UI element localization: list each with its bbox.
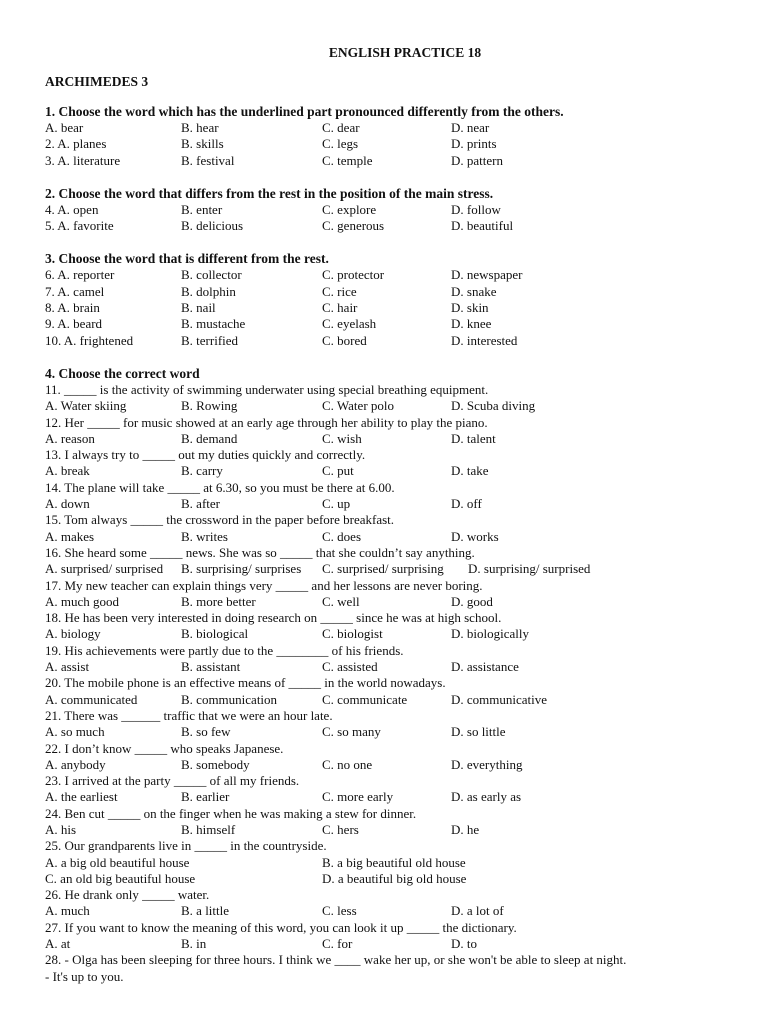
option-d: D. beautiful: [451, 218, 514, 234]
option-c: C. dear: [322, 120, 360, 135]
question-text: 19. His achievements were partly due to the ________ of his friends.: [45, 642, 404, 658]
option-b: B. a little: [181, 903, 230, 919]
question-text: 12. Her _____ for music showed at an early age through her ability to play the piano.: [45, 414, 488, 430]
option-a: A. bear: [45, 120, 84, 135]
option-b: B. nail: [181, 300, 216, 316]
question-row: [45, 136, 735, 152]
option-b: B. dolphin: [181, 283, 236, 299]
option-a: 5. A. favorite: [45, 218, 114, 234]
option-d: D. as early as: [451, 789, 522, 805]
question-row: [45, 218, 735, 234]
option-b: B. writes: [181, 528, 228, 544]
option-c: C. up: [322, 496, 351, 512]
option-c: C. assisted: [322, 659, 378, 675]
option-d: D. Scuba diving: [451, 398, 536, 414]
option-d: D. biologically: [451, 626, 529, 642]
option-c: C. surprised/ surprising: [322, 561, 444, 577]
answer-options: [45, 871, 735, 887]
answer-options: [45, 561, 735, 577]
question-row: [45, 267, 735, 283]
option-a: 7. A. camel: [45, 283, 105, 299]
option-c: C. more early: [322, 789, 394, 805]
option-a: 6. A. reporter: [45, 267, 115, 283]
option-a: A. break: [45, 463, 90, 479]
option-d: D. interested: [451, 332, 518, 348]
option-b: B. demand: [181, 430, 238, 446]
option-c: C. generous: [322, 218, 385, 234]
worksheet-page: [45, 44, 735, 985]
option-d: D. knee: [451, 316, 492, 332]
option-b: B. biological: [181, 626, 249, 642]
option-a: A. communicated: [45, 691, 138, 707]
answer-options: [45, 789, 735, 805]
answer-options: [45, 398, 735, 414]
question-text: 20. The mobile phone is an effective means of _____ in the world nowadays.: [45, 675, 446, 691]
option-a: 3. A. literature: [45, 152, 121, 168]
option-a: A. a big old beautiful house: [45, 854, 190, 870]
question-text: 17. My new teacher can explain things very _____ and her lessons are never boring.: [45, 577, 483, 593]
section-spacer: [45, 234, 735, 250]
question-text: 21. There was ______ traffic that we were an hour late.: [45, 707, 333, 723]
question-row: [45, 120, 735, 136]
question-text: 14. The plane will take _____ at 6.30, so you must be there at 6.00.: [45, 479, 395, 495]
option-b: B. Rowing: [181, 398, 238, 414]
option-d: D. pattern: [451, 152, 503, 168]
option-c: C. eyelash: [322, 316, 377, 332]
answer-options: [45, 822, 735, 838]
option-c: C. Water polo: [322, 398, 395, 414]
option-a: A. Water skiing: [45, 398, 127, 414]
option-b: B. surprising/ surprises: [181, 561, 302, 577]
option-b: B. delicious: [181, 218, 244, 234]
answer-options: [45, 626, 735, 642]
option-c: C. so many: [322, 724, 381, 740]
option-a: 8. A. brain: [45, 300, 100, 316]
question-text: 13. I always try to _____ out my duties quickly and correctly.: [45, 447, 366, 463]
option-c: C. wish: [322, 430, 362, 446]
answer-options: [45, 692, 735, 708]
school-name: ARCHIMEDES 3: [45, 74, 149, 89]
option-a: 2. A. planes: [45, 136, 107, 152]
option-d: D. talent: [451, 430, 496, 446]
answer-options: [45, 463, 735, 479]
answer-options: [45, 903, 735, 919]
question-row: [45, 202, 735, 218]
option-b: B. in: [181, 936, 207, 952]
option-b: B. communication: [181, 691, 278, 707]
option-d: D. to: [451, 936, 477, 952]
option-a: A. the earliest: [45, 789, 118, 805]
option-d: D. a beautiful big old house: [322, 870, 467, 886]
question-text: 27. If you want to know the meaning of this word, you can look it up _____ the dictionary.: [45, 919, 517, 935]
option-a: 9. A. beard: [45, 316, 103, 332]
option-d: D. newspaper: [451, 267, 523, 283]
option-a: A. biology: [45, 626, 101, 642]
question-response: - It's up to you.: [45, 968, 124, 984]
question-text: 18. He has been very interested in doing research on _____ since he was at high school.: [45, 610, 502, 626]
question-text: 28. - Olga has been sleeping for three hours. I think we ____ wake her up, or she won't be able to sleep at night.: [45, 952, 627, 968]
option-b: B. skills: [181, 136, 224, 152]
question-text: 24. Ben cut _____ on the finger when he was making a stew for dinner.: [45, 805, 417, 821]
option-c: C. put: [322, 463, 354, 479]
option-d: D. good: [451, 593, 493, 609]
section-heading: 1. Choose the word which has the underlined part pronounced differently from the others.: [45, 104, 564, 119]
question-row: [45, 316, 735, 332]
option-d: D. off: [451, 496, 482, 512]
option-d: D. near: [451, 120, 490, 135]
question-text: 11. _____ is the activity of swimming underwater using special breathing equipment.: [45, 381, 489, 397]
option-d: D. surprising/ surprised: [468, 561, 591, 577]
option-b: B. carry: [181, 463, 223, 479]
section-spacer: [45, 349, 735, 365]
option-a: A. anybody: [45, 756, 106, 772]
option-b: B. hear: [181, 120, 219, 135]
option-c: C. bored: [322, 332, 367, 348]
option-d: D. he: [451, 821, 480, 837]
section-spacer: [45, 169, 735, 185]
option-c: C. rice: [322, 283, 357, 299]
option-c: C. for: [322, 936, 353, 952]
page-title: ENGLISH PRACTICE 18: [328, 45, 482, 60]
option-d: D. everything: [451, 756, 523, 772]
option-b: B. a big beautiful old house: [322, 854, 466, 870]
question-row: [45, 333, 735, 349]
option-c: C. less: [322, 903, 357, 919]
option-d: D. prints: [451, 136, 497, 152]
answer-options: [45, 936, 735, 952]
question-text: 15. Tom always _____ the crossword in the paper before breakfast.: [45, 512, 395, 528]
question-text: 16. She heard some _____ news. She was so _____ that she couldn’t say anything.: [45, 544, 475, 560]
answer-options: [45, 496, 735, 512]
answer-options: [45, 529, 735, 545]
section-heading: 3. Choose the word that is different from the rest.: [45, 251, 329, 267]
option-c: C. hers: [322, 821, 359, 837]
answer-options: [45, 431, 735, 447]
option-a: A. makes: [45, 528, 95, 544]
option-a: A. much good: [45, 593, 120, 609]
option-c: C. no one: [322, 756, 373, 772]
option-a: A. down: [45, 496, 90, 512]
option-b: B. mustache: [181, 316, 246, 332]
option-d: D. follow: [451, 201, 501, 217]
question-row: [45, 284, 735, 300]
option-b: B. earlier: [181, 789, 230, 805]
option-d: D. skin: [451, 300, 489, 316]
option-c: C. legs: [322, 136, 359, 152]
section-heading: 4. Choose the correct word: [45, 365, 200, 381]
option-d: D. so little: [451, 724, 506, 740]
option-a: A. his: [45, 821, 77, 837]
option-a: A. reason: [45, 430, 95, 446]
option-b: B. himself: [181, 821, 236, 837]
question-text: 22. I don’t know _____ who speaks Japanese.: [45, 740, 284, 756]
option-c: C. does: [322, 528, 361, 544]
option-c: C. temple: [322, 152, 373, 168]
answer-options: [45, 659, 735, 675]
option-b: B. festival: [181, 152, 235, 168]
question-text: 23. I arrived at the party _____ of all my friends.: [45, 773, 300, 789]
option-d: D. works: [451, 528, 499, 544]
option-a: A. surprised/ surprised: [45, 561, 164, 577]
option-d: D. communicative: [451, 691, 548, 707]
exercise-content: [45, 103, 735, 985]
question-row: [45, 300, 735, 316]
option-b: B. terrified: [181, 332, 239, 348]
option-a: A. much: [45, 903, 90, 919]
option-d: D. take: [451, 463, 489, 479]
option-d: D. assistance: [451, 659, 519, 675]
option-b: B. after: [181, 496, 220, 512]
option-a: 4. A. open: [45, 201, 99, 217]
answer-options: [45, 855, 735, 871]
option-c: C. hair: [322, 300, 358, 316]
spacer: [45, 91, 735, 103]
option-b: B. assistant: [181, 659, 241, 675]
option-a: A. assist: [45, 659, 90, 675]
option-b: B. so few: [181, 724, 231, 740]
option-b: B. enter: [181, 201, 223, 217]
section-heading: 2. Choose the word that differs from the rest in the position of the main stress.: [45, 185, 494, 201]
option-c: C. explore: [322, 201, 377, 217]
option-c: C. well: [322, 593, 360, 609]
option-b: B. more better: [181, 593, 256, 609]
answer-options: [45, 594, 735, 610]
option-c: C. communicate: [322, 691, 408, 707]
option-c: C. an old big beautiful house: [45, 870, 196, 886]
question-text: 26. He drank only _____ water.: [45, 887, 210, 903]
question-text: 25. Our grandparents live in _____ in the countryside.: [45, 838, 327, 854]
option-b: B. collector: [181, 267, 242, 283]
option-a: 10. A. frightened: [45, 332, 134, 348]
option-a: A. so much: [45, 724, 105, 740]
answer-options: [45, 724, 735, 740]
answer-options: [45, 757, 735, 773]
option-c: C. protector: [322, 267, 385, 283]
option-d: D. snake: [451, 283, 497, 299]
option-d: D. a lot of: [451, 903, 504, 919]
option-c: C. biologist: [322, 626, 383, 642]
option-b: B. somebody: [181, 756, 250, 772]
question-row: [45, 153, 735, 169]
option-a: A. at: [45, 936, 71, 952]
